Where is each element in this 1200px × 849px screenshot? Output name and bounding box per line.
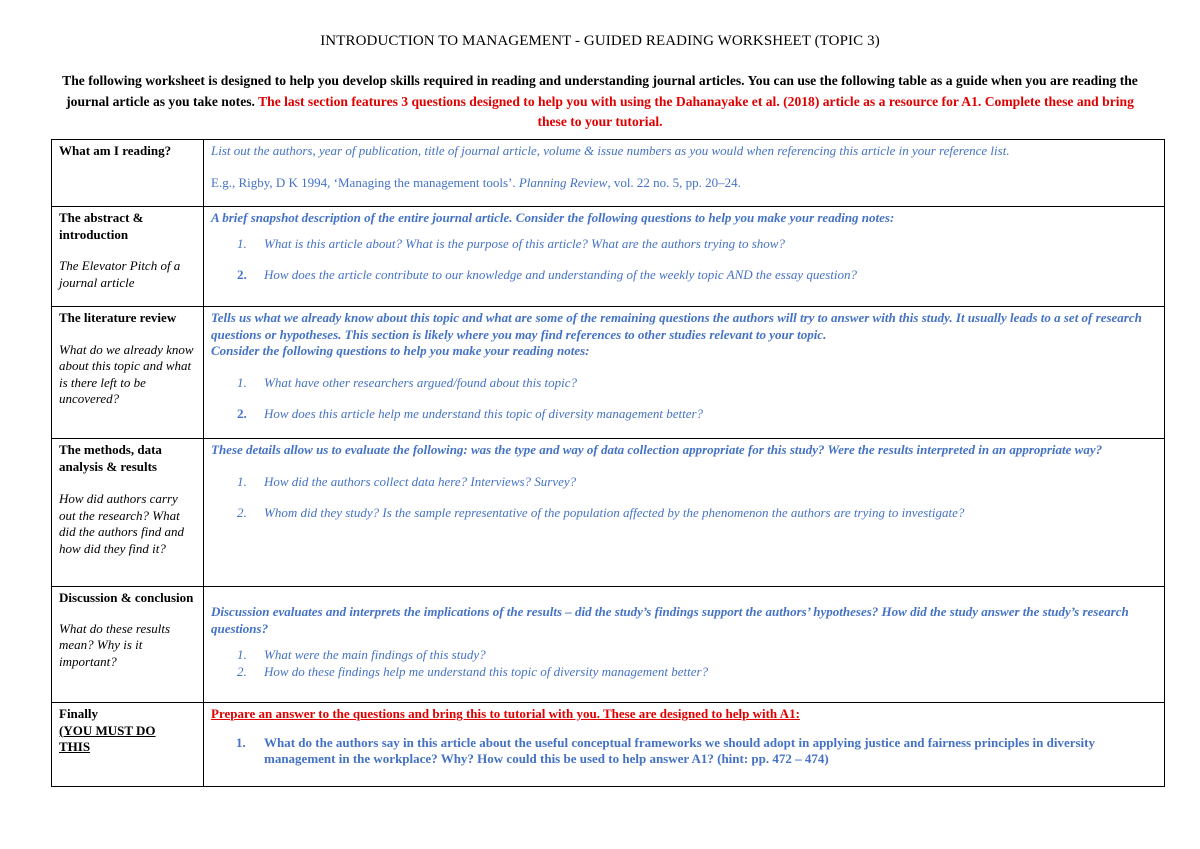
- row-heading: Discussion & conclusion: [59, 590, 194, 605]
- row-label-cell: [52, 587, 204, 703]
- question-number: 1.: [237, 473, 247, 489]
- row-label-cell: [52, 140, 204, 207]
- question-text: How does this article help me understand this topic of diversity management better?: [264, 406, 704, 421]
- question-number: 2.: [237, 505, 247, 520]
- question-text: What have other researchers argued/found about this topic?: [264, 374, 578, 390]
- row-instruction: Discussion evaluates and interprets the implications of the results – did the study’s findings support the authors’ hypotheses? How did the study answer the study’s research questions?: [211, 604, 1129, 636]
- question-item: [237, 267, 1158, 284]
- question-item: [237, 406, 1158, 423]
- question-number: 1.: [237, 374, 247, 390]
- row-literature-review: [52, 307, 1165, 439]
- row-heading: The abstract & introduction: [59, 210, 144, 242]
- row-subtitle: What do we already know about this topic and what is there left to be uncovered?: [59, 341, 194, 406]
- reference-example: [211, 175, 1158, 192]
- question-item: [237, 505, 1158, 522]
- question-number: 2.: [237, 406, 247, 421]
- question-item: [237, 474, 1158, 491]
- intro-text: The following worksheet is designed to help you develop skills required in reading and understanding journal articles. You can use the following table as a guide when you are reading the journal article as you take notes.: [62, 73, 1138, 109]
- row-instruction: These details allow us to evaluate the following: was the type and way of data collection appropriate for this study? Were the results interpreted in an appropriate way?: [211, 442, 1103, 457]
- question-text: Whom did they study? Is the sample representative of the population affected by the phenomenon the authors are trying to investigate?: [264, 505, 965, 520]
- row-subtitle: The Elevator Pitch of a journal article: [59, 258, 181, 290]
- row-label-cell: [52, 703, 204, 787]
- row-heading: Finally: [59, 706, 99, 721]
- row-content-cell: [204, 703, 1165, 787]
- question-item: [237, 647, 1158, 664]
- row-discussion: [52, 587, 1165, 703]
- question-text: What were the main findings of this study?: [264, 647, 486, 662]
- row-instruction: A brief snapshot description of the entire journal article. Consider the following questions to help you make your reading notes:: [211, 210, 895, 225]
- must-do-note: (YOU MUST DO: [59, 722, 156, 738]
- row-heading: The literature review: [59, 310, 177, 325]
- row-heading: What am I reading?: [59, 143, 172, 158]
- question-text: What do the authors say in this article about the useful conceptual frameworks we should adopt in applying justice and fairness principles in diversity management in the workplace? Why? How could this be used to help answer A1? (hint: pp. 472 – 474): [264, 734, 1095, 766]
- intro-highlight: The last section features 3 questions designed to help you with using the Dahanayake et al. (2018) article as a resource for A1. Complete these and bring these to your tutorial.: [258, 93, 1134, 129]
- row-content-cell: [204, 439, 1165, 587]
- question-text: How does the article contribute to our knowledge and understanding of the weekly topic AND the essay question?: [264, 267, 857, 282]
- row-label-cell: [52, 439, 204, 587]
- question-item: [237, 236, 1158, 253]
- page-title: INTRODUCTION TO MANAGEMENT - GUIDED READING WORKSHEET (TOPIC 3): [320, 33, 880, 49]
- row-content-cell: [204, 307, 1165, 439]
- row-instruction: Tells us what we already know about this topic and what are some of the remaining questions the authors will try to answer with this study. It usually leads to a set of research questions or hypotheses. This section is likely where you may find references to other studies relevant to your topic.: [211, 310, 1142, 342]
- question-item: [237, 375, 1158, 392]
- question-item: [236, 735, 1158, 768]
- row-instruction: List out the authors, year of publication, title of journal article, volume & issue numbers as you would when referencing this article in your reference list.: [211, 143, 1010, 158]
- example-text: E.g., Rigby, D K 1994, ‘Managing the management tools’.: [211, 174, 519, 190]
- question-item: [237, 664, 1158, 681]
- row-instruction-2: Consider the following questions to help you make your reading notes:: [211, 343, 590, 358]
- row-finally: [52, 703, 1165, 787]
- question-text: What is this article about? What is the purpose of this article? What are the authors trying to show?: [264, 235, 785, 251]
- row-content-cell: [204, 207, 1165, 307]
- example-details: , vol. 22 no. 5, pp. 20–24.: [607, 174, 741, 190]
- question-text: How do these findings help me understand this topic of diversity management better?: [264, 663, 709, 679]
- intro-paragraph: [55, 71, 1145, 133]
- question-text: How did the authors collect data here? Interviews? Survey?: [264, 473, 577, 489]
- example-journal: Planning Review: [518, 174, 608, 190]
- row-what-am-i-reading: [52, 140, 1165, 207]
- worksheet-table: [51, 139, 1165, 787]
- row-content-cell: [204, 140, 1165, 207]
- row-heading: The methods, data analysis & results: [59, 442, 162, 474]
- row-instruction: Prepare an answer to the questions and bring this to tutorial with you. These are designed to help with A1:: [211, 706, 800, 721]
- row-methods: [52, 439, 1165, 587]
- row-label-cell: [52, 307, 204, 439]
- must-do-note-2: THIS: [59, 739, 91, 754]
- question-number: 2.: [237, 663, 247, 679]
- question-number: 1.: [236, 734, 246, 750]
- question-number: 1.: [237, 235, 247, 251]
- question-number: 1.: [237, 647, 247, 662]
- row-label-cell: [52, 207, 204, 307]
- row-subtitle: How did authors carry out the research? What did the authors find and how did they find it?: [59, 491, 184, 556]
- row-abstract: [52, 207, 1165, 307]
- row-content-cell: [204, 587, 1165, 703]
- question-number: 2.: [237, 267, 247, 282]
- row-subtitle: What do these results mean? Why is it important?: [59, 620, 171, 669]
